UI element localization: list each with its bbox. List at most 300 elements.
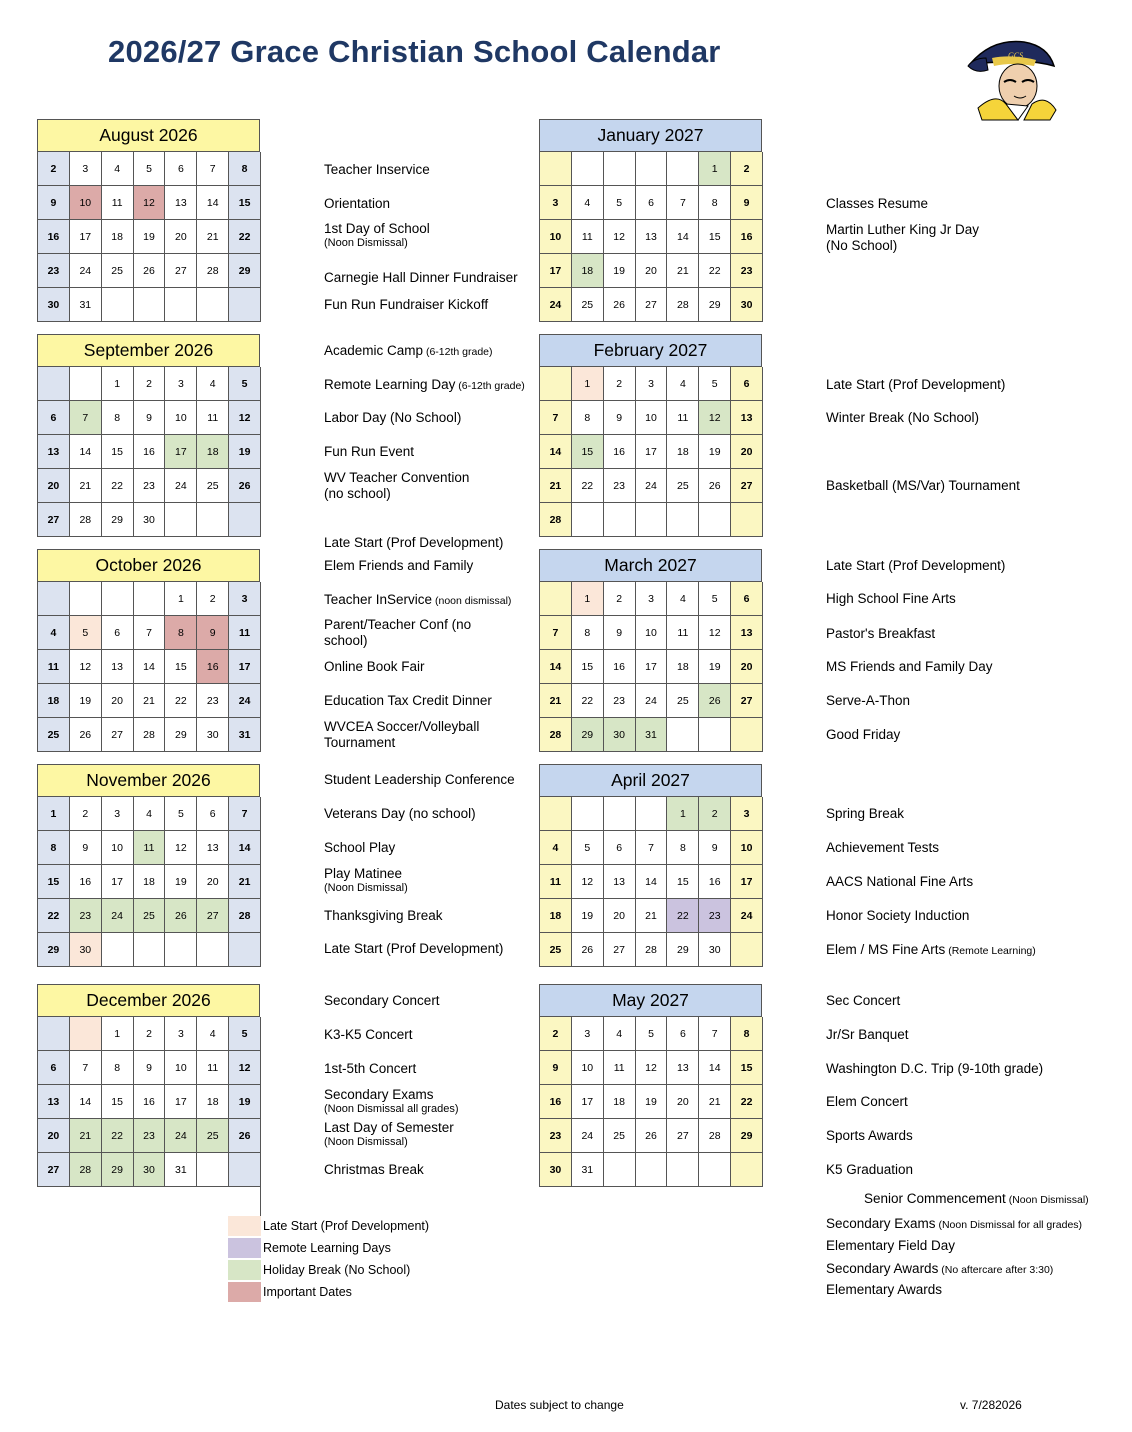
day-cell: 28 [699,1119,731,1153]
day-cell: 11 [667,401,699,435]
day-cell: 7 [667,186,699,220]
day-cell: 16 [134,1085,166,1119]
month-calendar [37,984,260,1187]
event-text: MS Friends and Family Day [826,659,993,674]
day-cell: 29 [731,1119,763,1153]
event-text: Senior Commencement (Noon Dismissal) [864,1191,1089,1206]
day-cell: 8 [229,152,261,186]
month-title: February 2027 [539,334,762,367]
day-cell [540,797,572,831]
day-cell: 15 [572,435,604,469]
day-cell: 27 [165,254,197,288]
day-cell [731,503,763,537]
event-text: Carnegie Hall Dinner Fundraiser [324,270,518,285]
day-cell: 21 [70,469,102,503]
day-cell: 4 [197,1017,229,1051]
event-text: Teacher Inservice [324,162,430,177]
day-cell [38,1017,70,1051]
day-cell [636,152,668,186]
event-text: Play Matinee (Noon Dismissal) [324,866,408,894]
day-cell: 15 [165,650,197,684]
day-cell: 20 [102,684,134,718]
day-cell: 27 [38,1153,70,1187]
month-grid [539,1017,762,1187]
month-grid [539,367,762,537]
day-cell: 23 [540,1119,572,1153]
month-grid [539,152,762,322]
event-text: Pastor's Breakfast [826,626,936,641]
day-cell: 19 [70,684,102,718]
day-cell: 11 [604,1051,636,1085]
event-text: Sports Awards [826,1128,913,1143]
day-cell [540,582,572,616]
day-cell [604,1153,636,1187]
day-cell: 6 [731,582,763,616]
day-cell: 7 [636,831,668,865]
day-cell: 17 [102,865,134,899]
day-cell: 14 [540,435,572,469]
event-text: Online Book Fair [324,659,425,674]
day-cell: 6 [731,367,763,401]
day-cell: 24 [540,288,572,322]
day-cell: 11 [540,865,572,899]
day-cell: 6 [197,797,229,831]
day-cell: 17 [731,865,763,899]
day-cell: 6 [102,616,134,650]
event-text: Last Day of Semester (Noon Dismissal) [324,1120,454,1148]
day-cell: 22 [102,1119,134,1153]
day-cell: 30 [197,718,229,752]
legend-divider [260,1186,261,1216]
event-text: Elem / MS Fine Arts (Remote Learning) [826,942,1036,957]
day-cell: 6 [38,1051,70,1085]
day-cell: 13 [731,401,763,435]
day-cell: 14 [197,186,229,220]
day-cell: 2 [604,367,636,401]
day-cell: 20 [731,650,763,684]
day-cell: 16 [540,1085,572,1119]
day-cell: 14 [667,220,699,254]
day-cell: 21 [667,254,699,288]
day-cell: 1 [572,367,604,401]
day-cell: 22 [699,254,731,288]
event-text: Late Start (Prof Development) [826,377,1006,392]
day-cell: 7 [229,797,261,831]
day-cell: 16 [604,650,636,684]
day-cell: 18 [197,435,229,469]
mascot-logo [962,36,1060,122]
day-cell: 9 [197,616,229,650]
event-text: Veterans Day (no school) [324,806,476,821]
day-cell: 9 [38,186,70,220]
day-cell: 17 [572,1085,604,1119]
day-cell [38,582,70,616]
month-calendar [539,334,762,537]
event-text: Washington D.C. Trip (9-10th grade) [826,1061,1044,1076]
day-cell: 22 [38,899,70,933]
day-cell: 28 [70,503,102,537]
day-cell: 6 [165,152,197,186]
day-cell: 23 [70,899,102,933]
day-cell: 19 [229,435,261,469]
event-text: School Play [324,840,396,855]
day-cell: 7 [699,1017,731,1051]
day-cell [699,718,731,752]
day-cell: 12 [699,616,731,650]
day-cell: 10 [540,220,572,254]
day-cell: 13 [38,435,70,469]
event-text: Secondary Concert [324,993,440,1008]
day-cell: 22 [731,1085,763,1119]
day-cell: 17 [540,254,572,288]
day-cell: 3 [165,1017,197,1051]
day-cell: 17 [636,435,668,469]
day-cell: 9 [604,401,636,435]
day-cell [636,797,668,831]
event-text: Remote Learning Day (6-12th grade) [324,377,525,392]
day-cell [229,503,261,537]
day-cell: 1 [572,582,604,616]
day-cell: 18 [38,684,70,718]
legend-swatch [228,1216,261,1236]
day-cell: 21 [70,1119,102,1153]
day-cell: 23 [134,1119,166,1153]
day-cell: 3 [70,152,102,186]
day-cell [229,288,261,322]
day-cell: 1 [102,1017,134,1051]
day-cell: 3 [229,582,261,616]
day-cell [699,1153,731,1187]
day-cell: 7 [70,401,102,435]
legend-label: Remote Learning Days [263,1241,391,1255]
day-cell: 24 [636,684,668,718]
day-cell: 29 [699,288,731,322]
event-text: 1st-5th Concert [324,1061,417,1076]
event-text: Elem Friends and Family [324,558,474,573]
day-cell: 20 [38,469,70,503]
day-cell: 11 [229,616,261,650]
page-title: 2026/27 Grace Christian School Calendar [108,34,721,69]
day-cell: 22 [165,684,197,718]
month-grid [37,367,260,537]
day-cell: 29 [102,503,134,537]
day-cell: 5 [699,582,731,616]
event-note: (Remote Learning) [945,945,1036,957]
day-cell: 26 [572,933,604,967]
day-cell [731,718,763,752]
event-text: Late Start (Prof Development) [324,535,504,550]
day-cell [572,152,604,186]
day-cell: 26 [134,254,166,288]
day-cell: 14 [134,650,166,684]
day-cell [38,367,70,401]
day-cell: 15 [667,865,699,899]
day-cell: 12 [229,1051,261,1085]
event-text: Parent/Teacher Conf (no school) [324,617,472,648]
day-cell [102,288,134,322]
day-cell: 21 [540,684,572,718]
day-cell: 18 [540,899,572,933]
day-cell: 23 [731,254,763,288]
day-cell: 23 [699,899,731,933]
day-cell: 26 [229,1119,261,1153]
day-cell: 3 [165,367,197,401]
day-cell: 25 [540,933,572,967]
day-cell: 22 [667,899,699,933]
day-cell: 11 [38,650,70,684]
day-cell: 15 [229,186,261,220]
legend-swatch [228,1238,261,1258]
day-cell: 8 [102,1051,134,1085]
day-cell: 17 [165,1085,197,1119]
day-cell: 12 [604,220,636,254]
day-cell [197,1153,229,1187]
day-cell: 29 [38,933,70,967]
day-cell: 3 [572,1017,604,1051]
day-cell: 13 [38,1085,70,1119]
day-cell: 1 [38,797,70,831]
day-cell: 16 [70,865,102,899]
day-cell: 9 [604,616,636,650]
day-cell: 2 [38,152,70,186]
month-calendar [37,764,260,967]
day-cell: 2 [699,797,731,831]
day-cell [165,933,197,967]
month-calendar [37,334,260,537]
day-cell: 27 [636,288,668,322]
day-cell: 20 [731,435,763,469]
event-text: Elem Concert [826,1094,908,1109]
day-cell: 8 [667,831,699,865]
event-text: Orientation [324,196,391,211]
day-cell [604,503,636,537]
day-cell: 9 [540,1051,572,1085]
event-text: Basketball (MS/Var) Tournament [826,478,1020,493]
day-cell [699,503,731,537]
day-cell: 4 [667,582,699,616]
day-cell: 19 [636,1085,668,1119]
day-cell: 17 [70,220,102,254]
event-text: Teacher InService (noon dismissal) [324,592,512,607]
day-cell: 1 [699,152,731,186]
day-cell: 29 [102,1153,134,1187]
day-cell: 3 [636,582,668,616]
month-title: January 2027 [539,119,762,152]
day-cell: 10 [165,1051,197,1085]
event-text: Academic Camp (6-12th grade) [324,343,493,358]
day-cell: 26 [70,718,102,752]
day-cell: 30 [699,933,731,967]
event-text: Late Start (Prof Development) [826,558,1006,573]
day-cell: 27 [604,933,636,967]
day-cell: 21 [134,684,166,718]
day-cell: 22 [229,220,261,254]
month-calendar [539,984,762,1187]
day-cell: 30 [731,288,763,322]
day-cell [540,152,572,186]
day-cell: 29 [229,254,261,288]
day-cell: 20 [636,254,668,288]
day-cell: 27 [102,718,134,752]
day-cell: 11 [572,220,604,254]
event-text: Elementary Field Day [826,1238,956,1253]
day-cell: 18 [572,254,604,288]
day-cell [667,1153,699,1187]
day-cell: 11 [197,1051,229,1085]
day-cell: 7 [540,401,572,435]
day-cell: 15 [731,1051,763,1085]
event-note: (noon dismissal) [432,595,512,607]
day-cell: 9 [731,186,763,220]
day-cell: 23 [197,684,229,718]
day-cell: 23 [134,469,166,503]
event-note: (Noon Dismissal for all grades) [935,1219,1083,1231]
day-cell: 28 [197,254,229,288]
day-cell: 28 [636,933,668,967]
event-text: Serve-A-Thon [826,693,911,708]
day-cell: 17 [229,650,261,684]
day-cell [604,152,636,186]
footer-version: v. 7/282026 [960,1398,1022,1412]
day-cell: 23 [38,254,70,288]
event-text: Winter Break (No School) [826,410,980,425]
day-cell: 19 [572,899,604,933]
event-note: (Noon Dismissal) [324,881,408,894]
day-cell: 5 [636,1017,668,1051]
day-cell: 5 [229,367,261,401]
day-cell: 24 [165,1119,197,1153]
day-cell: 1 [165,582,197,616]
month-calendar [539,549,762,752]
day-cell: 13 [667,1051,699,1085]
day-cell [540,367,572,401]
day-cell: 18 [134,865,166,899]
day-cell: 8 [572,401,604,435]
event-note: (6-12th grade) [423,346,493,358]
event-text: Secondary Exams (Noon Dismissal for all grades) [826,1216,1083,1231]
month-title: March 2027 [539,549,762,582]
day-cell: 28 [134,718,166,752]
day-cell: 12 [572,865,604,899]
day-cell: 4 [572,186,604,220]
day-cell [667,718,699,752]
day-cell: 18 [102,220,134,254]
day-cell: 10 [165,401,197,435]
event-text: Labor Day (No School) [324,410,462,425]
day-cell: 5 [604,186,636,220]
day-cell [731,1153,763,1187]
day-cell: 20 [38,1119,70,1153]
day-cell: 6 [604,831,636,865]
day-cell: 13 [197,831,229,865]
day-cell: 16 [197,650,229,684]
event-text-line2: (No School) [826,237,898,253]
event-text: Thanksgiving Break [324,908,443,923]
day-cell: 16 [604,435,636,469]
day-cell [731,933,763,967]
event-text: K3-K5 Concert [324,1027,413,1042]
day-cell: 28 [229,899,261,933]
day-cell: 7 [70,1051,102,1085]
event-text: Fun Run Fundraiser Kickoff [324,297,489,312]
day-cell: 1 [102,367,134,401]
legend-swatch [228,1282,261,1302]
day-cell: 7 [197,152,229,186]
day-cell: 30 [134,503,166,537]
day-cell: 24 [731,899,763,933]
month-grid [37,1017,260,1187]
event-text: Sec Concert [826,993,901,1008]
day-cell: 2 [731,152,763,186]
month-title: November 2026 [37,764,260,797]
day-cell: 24 [165,469,197,503]
month-grid [539,797,762,967]
day-cell: 26 [636,1119,668,1153]
day-cell: 25 [667,684,699,718]
day-cell: 5 [229,1017,261,1051]
event-text: Good Friday [826,727,901,742]
day-cell: 22 [572,469,604,503]
event-text: Martin Luther King Jr Day (No School) [826,222,980,253]
day-cell: 25 [102,254,134,288]
day-cell [134,582,166,616]
day-cell: 9 [699,831,731,865]
day-cell: 14 [636,865,668,899]
day-cell: 16 [699,865,731,899]
day-cell: 27 [731,469,763,503]
event-text: 1st Day of School (Noon Dismissal) [324,221,430,249]
day-cell: 4 [38,616,70,650]
day-cell: 26 [699,684,731,718]
day-cell: 6 [667,1017,699,1051]
day-cell: 27 [667,1119,699,1153]
legend-swatch [228,1260,261,1280]
day-cell: 9 [134,1051,166,1085]
day-cell: 10 [731,831,763,865]
day-cell: 2 [134,367,166,401]
month-title: April 2027 [539,764,762,797]
day-cell: 15 [102,1085,134,1119]
event-text-line2: Tournament [324,734,396,750]
day-cell: 13 [102,650,134,684]
day-cell: 31 [636,718,668,752]
day-cell [70,582,102,616]
event-text: Fun Run Event [324,444,415,459]
day-cell [134,288,166,322]
month-grid [37,152,260,322]
day-cell: 13 [604,865,636,899]
day-cell: 21 [540,469,572,503]
day-cell: 19 [229,1085,261,1119]
event-text: Spring Break [826,806,905,821]
day-cell: 12 [699,401,731,435]
day-cell: 19 [699,650,731,684]
day-cell [229,933,261,967]
day-cell: 7 [134,616,166,650]
day-cell [636,1153,668,1187]
day-cell: 3 [731,797,763,831]
day-cell: 15 [102,435,134,469]
day-cell: 19 [699,435,731,469]
day-cell [197,933,229,967]
event-text: AACS National Fine Arts [826,874,974,889]
event-text: Elementary Awards [826,1282,943,1297]
day-cell: 30 [38,288,70,322]
day-cell: 13 [165,186,197,220]
month-title: October 2026 [37,549,260,582]
day-cell: 28 [70,1153,102,1187]
day-cell: 2 [70,797,102,831]
